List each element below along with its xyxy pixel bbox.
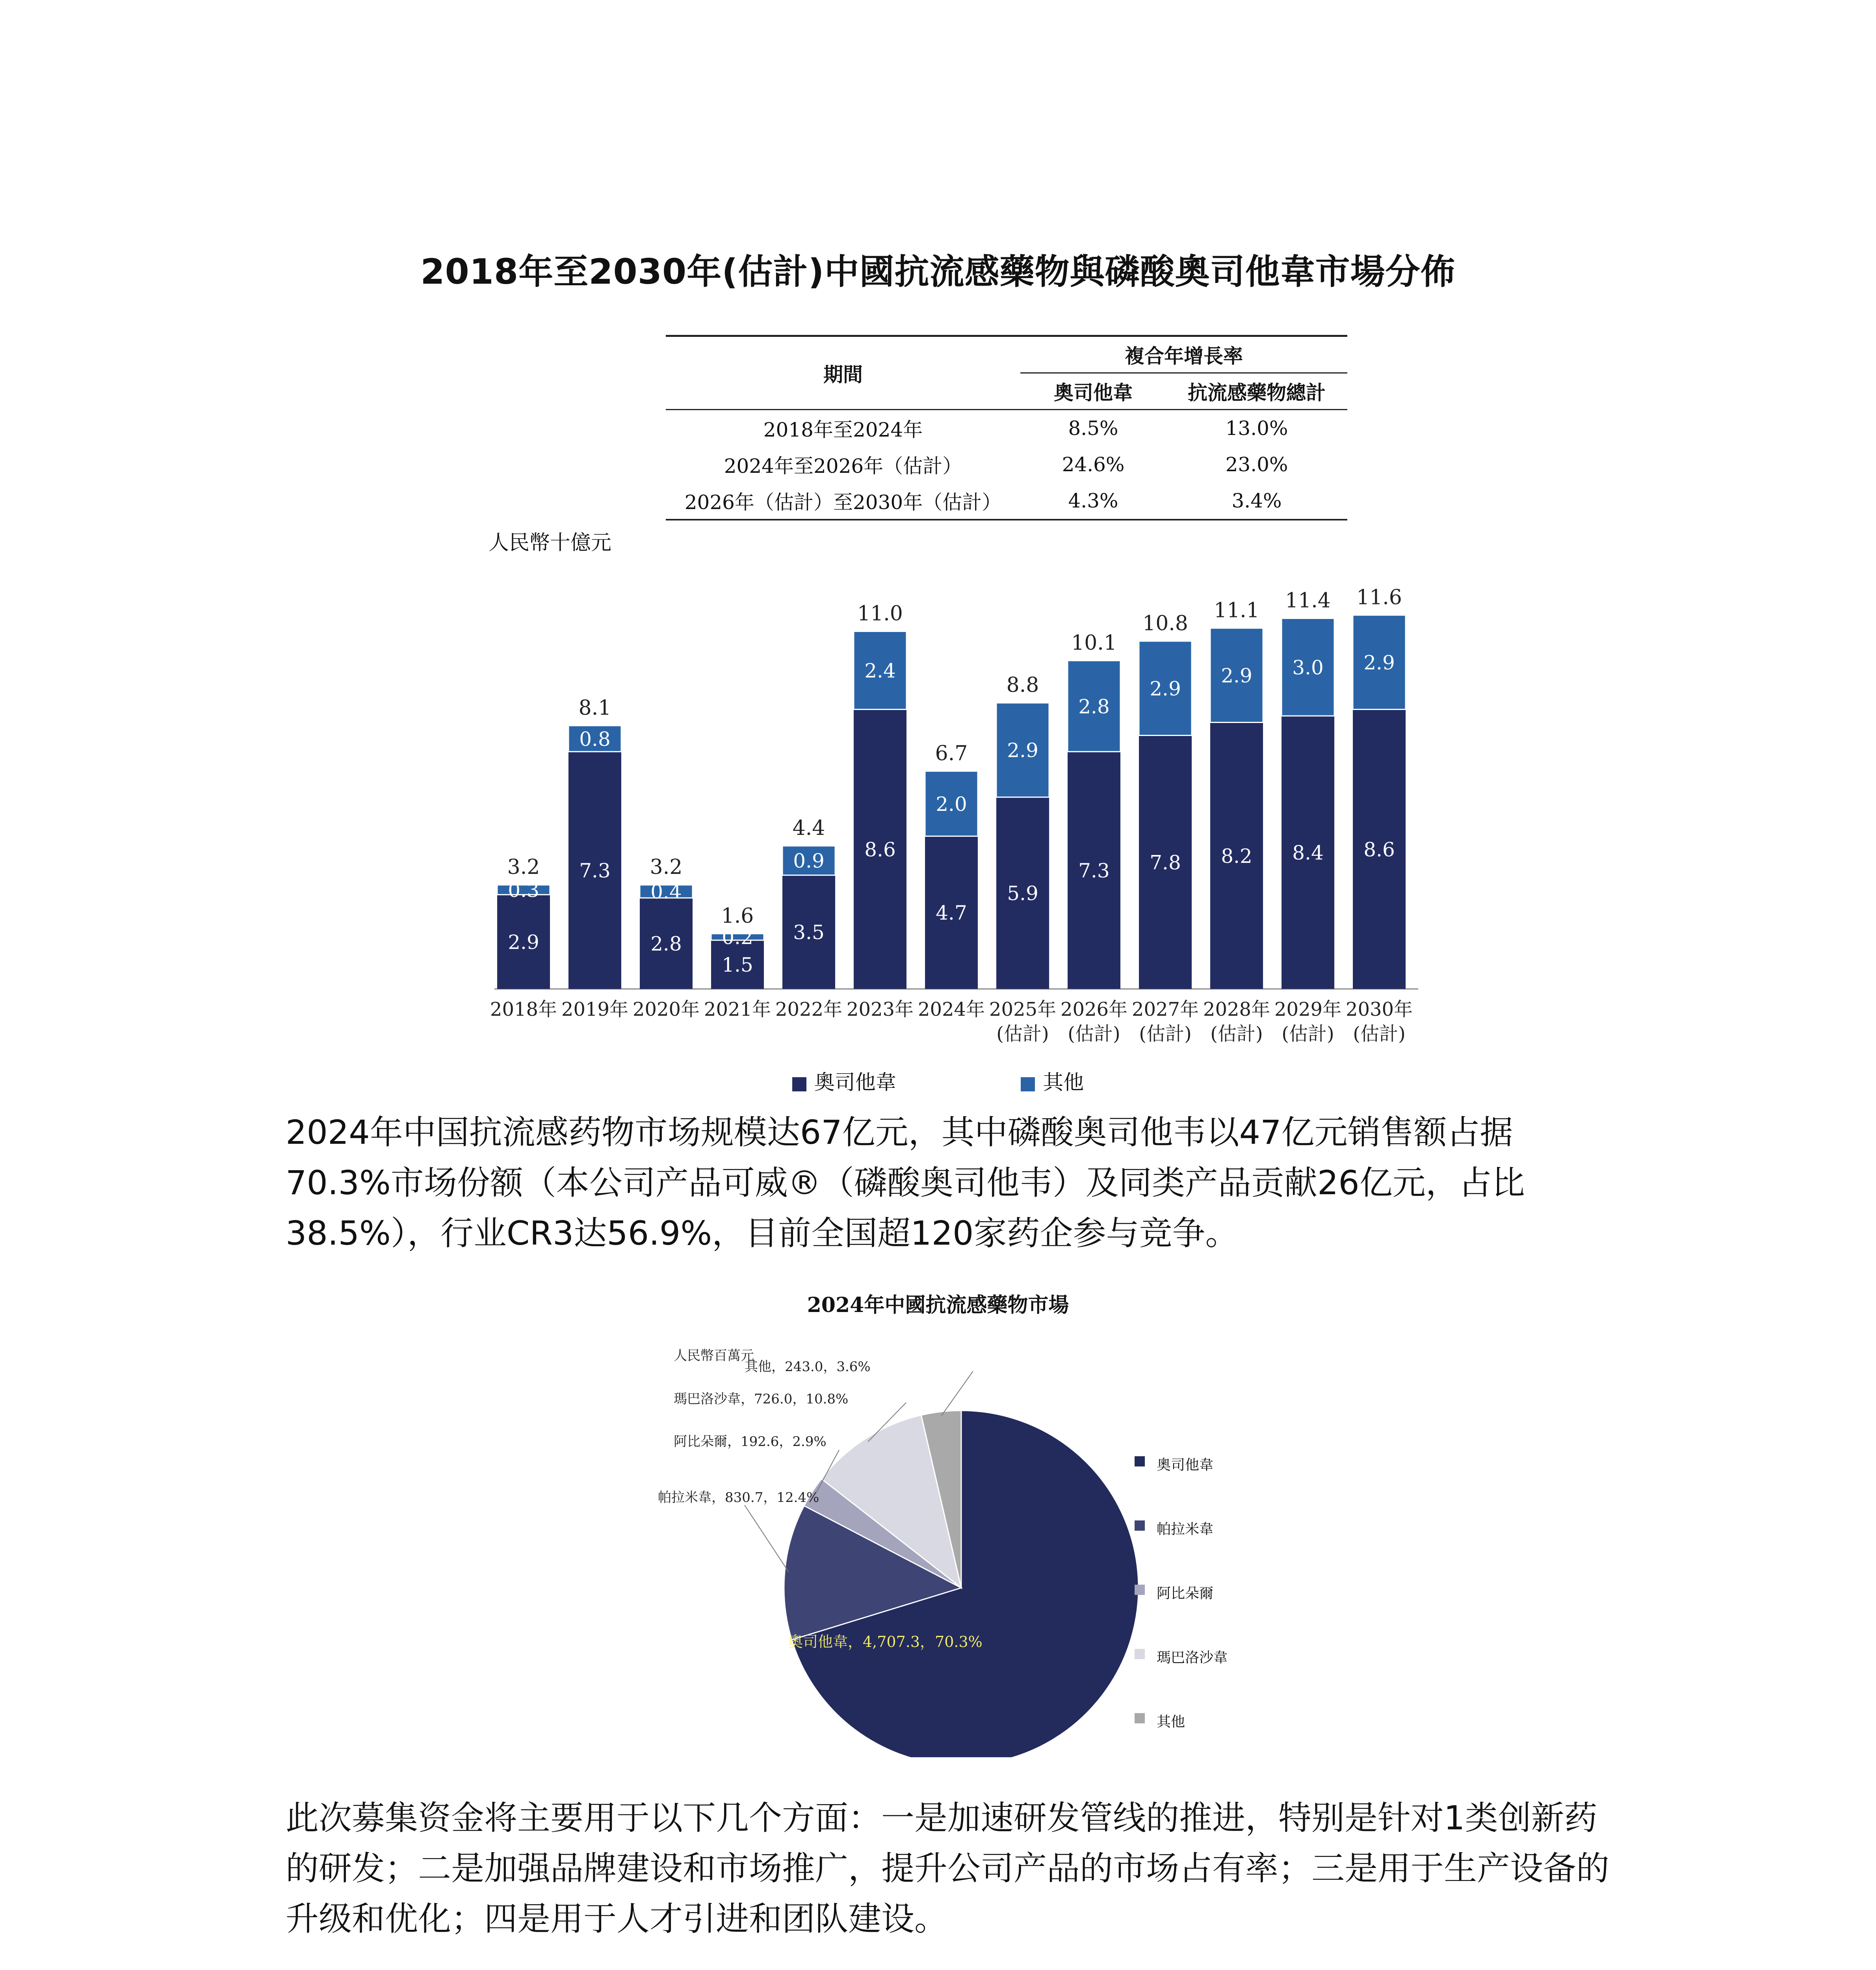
bar-value-label: 7.3 xyxy=(579,859,611,882)
bar-total-label: 11.0 xyxy=(857,602,903,626)
bar-value-label: 5.9 xyxy=(1007,882,1038,905)
bar-value-label: 2.8 xyxy=(650,932,682,955)
legend-label: 帕拉米韋 xyxy=(1157,1521,1214,1537)
bar-value-label: 2.9 xyxy=(1363,651,1395,674)
x-tick-sublabel: (估計) xyxy=(1353,1023,1406,1045)
bar-total-label: 11.6 xyxy=(1356,585,1402,610)
bar-total-label: 8.8 xyxy=(1006,673,1039,697)
paragraph-market-size: 2024年中国抗流感药物市场规模达67亿元，其中磷酸奥司他韦以47亿元销售额占据70.3%市场份额（本公司产品可威®（磷酸奥司他韦）及同类产品贡献26亿元，占比38.5%），行业CR3达56.9%，目前全国超120家药企参与竞争。 xyxy=(286,1113,1525,1253)
bar-total-label: 6.7 xyxy=(935,742,968,766)
bar-total-label: 3.2 xyxy=(650,855,683,879)
x-tick-label: 2026年 xyxy=(1060,998,1128,1020)
legend-label: 奧司他韋 xyxy=(1157,1457,1214,1473)
bar-value-label: 8.6 xyxy=(1363,838,1395,861)
bar-value-label: 2.8 xyxy=(1078,695,1110,718)
legend-label: 其他 xyxy=(1157,1714,1185,1730)
pie-chart xyxy=(650,1332,1142,1757)
pie-slice-label: 奧司他韋，4,707.3，70.3% xyxy=(788,1633,983,1650)
pie-leader-line xyxy=(745,1505,789,1572)
table-cell: 2024年至2026年（估計） xyxy=(724,455,962,478)
x-tick-sublabel: (估計) xyxy=(1068,1023,1120,1045)
table-cell: 13.0% xyxy=(1225,417,1288,440)
bar-value-label: 8.4 xyxy=(1292,841,1324,864)
x-tick-label: 2022年 xyxy=(775,998,843,1020)
bar-value-label: 2.9 xyxy=(1007,739,1038,762)
pie-legend xyxy=(1135,1454,1228,1775)
x-tick-label: 2028年 xyxy=(1203,998,1270,1020)
bar-value-label: 2.9 xyxy=(1150,677,1181,700)
bar-total-label: 1.6 xyxy=(721,904,754,928)
bar-chart-legend xyxy=(0,1066,1876,1095)
bar-value-label: 2.9 xyxy=(508,931,539,954)
table-cell: 8.5% xyxy=(1068,417,1118,440)
legend-label: 奧司他韋 xyxy=(814,1071,896,1095)
table-header-period: 期間 xyxy=(666,336,1020,410)
table-row xyxy=(666,483,1347,520)
x-tick-label: 2024年 xyxy=(918,998,985,1020)
pie-leader-line xyxy=(942,1371,973,1416)
x-tick-label: 2019年 xyxy=(561,998,629,1020)
x-tick-sublabel: (估計) xyxy=(1210,1023,1263,1045)
bar-value-label: 0.8 xyxy=(579,727,611,751)
pie-legend-item xyxy=(1135,1518,1228,1582)
pie-legend-item xyxy=(1135,1647,1228,1711)
pie-legend-item xyxy=(1135,1454,1228,1518)
bar-value-label: 2.9 xyxy=(1221,664,1252,687)
x-tick-label: 2025年 xyxy=(989,998,1057,1020)
legend-swatch xyxy=(1135,1520,1145,1531)
bar-total-label: 11.1 xyxy=(1214,598,1259,623)
cagr-table xyxy=(666,335,1347,520)
legend-label: 阿比朵爾 xyxy=(1157,1585,1214,1602)
bar-value-label: 1.5 xyxy=(722,953,753,977)
pie-unit: 人民幣百萬元 xyxy=(674,1348,754,1364)
bar-total-label: 8.1 xyxy=(578,696,611,720)
pie-slice-label: 阿比朵爾，192.6，2.9% xyxy=(674,1434,827,1450)
x-tick-label: 2029年 xyxy=(1274,998,1342,1020)
x-tick-label: 2030年 xyxy=(1345,998,1413,1020)
x-tick-sublabel: (估計) xyxy=(996,1023,1049,1045)
x-tick-label: 2018年 xyxy=(490,998,557,1020)
pie-chart-title: 2024年中國抗流感藥物市場 xyxy=(807,1293,1069,1317)
bar-total-label: 10.1 xyxy=(1071,631,1117,655)
bar-value-label: 3.0 xyxy=(1292,656,1324,679)
bar-value-label: 8.6 xyxy=(864,838,896,861)
legend-swatch xyxy=(1135,1649,1145,1659)
bar-value-label: 2.0 xyxy=(936,792,967,816)
table-cell: 23.0% xyxy=(1225,453,1288,476)
pie-slice-label: 其他，243.0，3.6% xyxy=(745,1359,871,1375)
legend-swatch xyxy=(792,1077,806,1091)
bar-chart-unit: 人民幣十億元 xyxy=(489,531,612,555)
legend-item-other xyxy=(1021,1066,1084,1095)
bar-total-label: 11.4 xyxy=(1285,589,1331,613)
legend-label: 其他 xyxy=(1043,1071,1084,1095)
stacked-bar-chart xyxy=(473,544,1426,1056)
x-tick-sublabel: (估計) xyxy=(1139,1023,1192,1045)
bar-value-label: 2.4 xyxy=(864,659,896,682)
bar-value-label: 0.2 xyxy=(722,926,753,949)
table-row xyxy=(666,410,1347,447)
x-tick-sublabel: (估計) xyxy=(1282,1023,1334,1045)
bar-total-label: 10.8 xyxy=(1142,611,1188,636)
paragraph-fund-usage: 此次募集资金将主要用于以下几个方面：一是加速研发管线的推进，特别是针对1类创新药的研发；二是加强品牌建设和市场推广，提升公司产品的市场占有率；三是用于生产设备的升级和优化；四是用于人才引进和团队建设。 xyxy=(286,1799,1610,1938)
bar-value-label: 7.3 xyxy=(1078,859,1110,882)
x-tick-label: 2021年 xyxy=(704,998,771,1020)
legend-swatch xyxy=(1135,1585,1145,1595)
bar-total-label: 4.4 xyxy=(792,816,825,840)
bar-value-label: 0.4 xyxy=(650,880,682,903)
pie-slice-label: 帕拉米韋，830.7，12.4% xyxy=(658,1490,819,1505)
pie-legend-item xyxy=(1135,1711,1228,1775)
table-cell: 4.3% xyxy=(1020,483,1166,520)
legend-swatch xyxy=(1135,1456,1145,1466)
bar-value-label: 8.2 xyxy=(1221,844,1252,868)
table-cell: 2026年（估計）至2030年（估計） xyxy=(666,483,1020,520)
table-cell: 2018年至2024年 xyxy=(763,418,923,441)
bar-value-label: 7.8 xyxy=(1150,851,1181,874)
table-row xyxy=(666,446,1347,483)
x-tick-label: 2023年 xyxy=(846,998,914,1020)
pie-legend-item xyxy=(1135,1582,1228,1647)
table-header-cagr: 複合年增長率 xyxy=(1020,336,1347,373)
legend-label: 瑪巴洛沙韋 xyxy=(1157,1650,1228,1666)
table-header-oseltamivir: 奧司他韋 xyxy=(1020,373,1166,410)
legend-item-oseltamivir xyxy=(792,1066,896,1095)
table-header-total: 抗流感藥物總計 xyxy=(1166,373,1347,410)
bar-total-label: 3.2 xyxy=(507,855,540,879)
bar-value-label: 3.5 xyxy=(793,921,825,944)
bar-value-label: 4.7 xyxy=(936,901,967,925)
x-tick-label: 2027年 xyxy=(1131,998,1199,1020)
bar-value-label: 0.9 xyxy=(793,849,825,873)
table-cell: 24.6% xyxy=(1062,453,1125,476)
x-tick-label: 2020年 xyxy=(632,998,700,1020)
table-cell: 3.4% xyxy=(1166,483,1347,520)
bar-chart-title: 2018年至2030年(估計)中國抗流感藥物與磷酸奧司他韋市場分佈 xyxy=(420,251,1456,292)
legend-swatch xyxy=(1135,1713,1145,1723)
pie-slice-label: 瑪巴洛沙韋，726.0，10.8% xyxy=(674,1391,849,1407)
legend-swatch xyxy=(1021,1077,1035,1091)
bar-value-label: 0.3 xyxy=(508,879,539,902)
